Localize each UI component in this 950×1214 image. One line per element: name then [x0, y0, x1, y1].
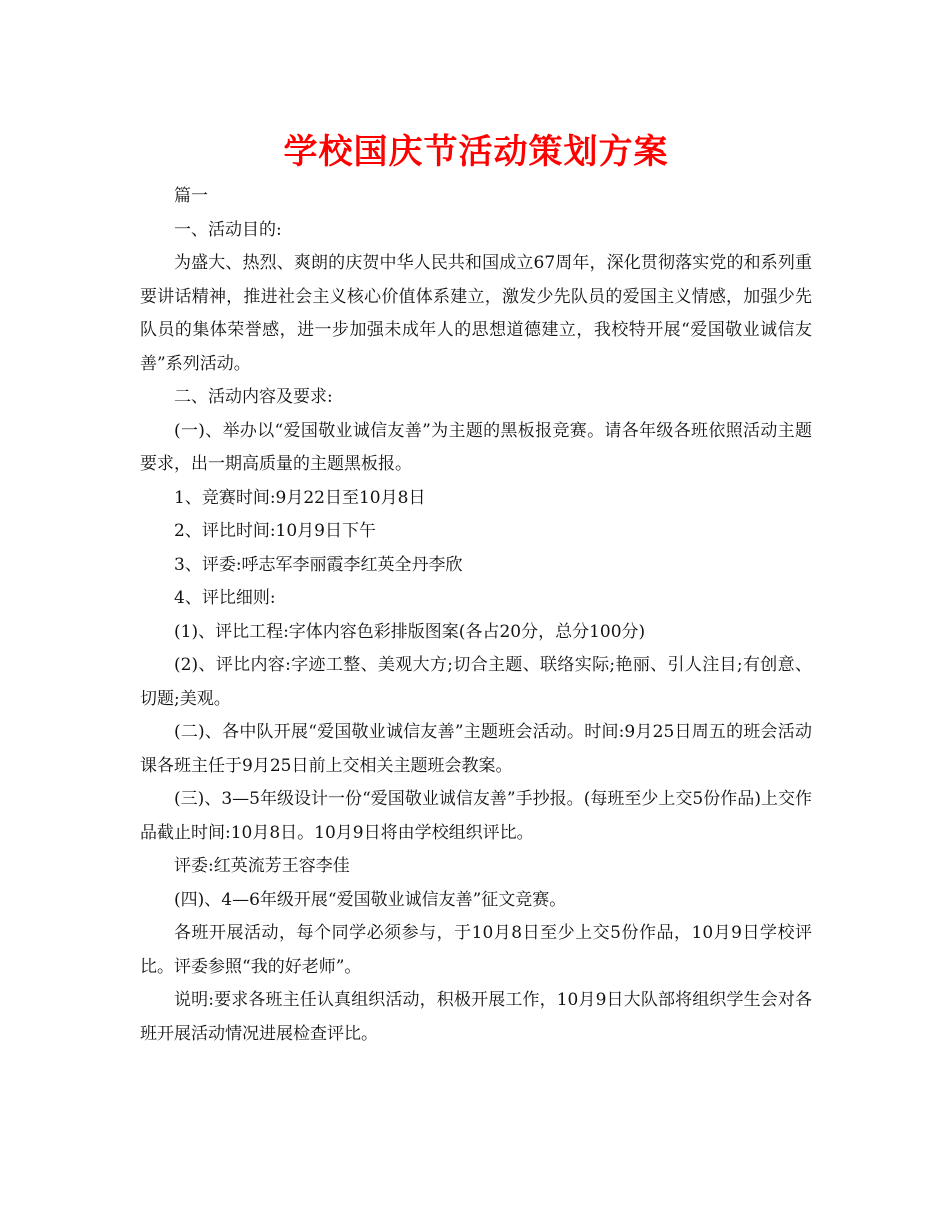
paragraph-item-essay: (四)、4—6年级开展“爱国敬业诚信友善”征文竞赛。	[174, 889, 567, 910]
paragraph-purpose-text: 为盛大、热烈、爽朗的庆贺中华人民共和国成立67周年，深化贯彻落实党的和系列重要讲话精神，推进社会主义核心价值体系建立，激发少先队员的爱国主义情感，加强少先队员的集体荣誉感，进一步加强未成年人的思想道德建立，我校特开展“爱国敬业诚信友善”系列活动。	[140, 253, 812, 374]
paragraph-judges: 3、评委:呼志军李丽霞李红英全丹李欣	[174, 554, 463, 575]
paragraph-rule-content: (2)、评比内容:字迹工整、美观大方;切合主题、联络实际;艳丽、引人注目;有创意、切题;美观。	[140, 655, 812, 709]
paragraph-item-class-meeting: (二)、各中队开展“爱国敬业诚信友善”主题班会活动。时间:9月25日周五的班会活动课各班主任于9月25日前上交相关主题班会教案。	[140, 722, 812, 776]
paragraph-rule-items: (1)、评比工程:字体内容色彩排版图案(各占20分，总分100分)	[174, 621, 646, 642]
paragraph-heading-purpose: 一、活动目的:	[174, 219, 282, 240]
paragraph-item-blackboard: (一)、举办以“爱国敬业诚信友善”为主题的黑板报竞赛。请各年级各班依照活动主题要求，出一期高质量的主题黑板报。	[140, 420, 812, 474]
paragraph-section-label: 篇一	[174, 186, 208, 206]
paragraph-judging-rules: 4、评比细则:	[174, 588, 276, 608]
paragraph-note: 说明:要求各班主任认真组织活动，积极开展工作，10月9日大队部将组织学生会对各班开展活动情况进展检查评比。	[140, 990, 812, 1044]
document-body	[140, 180, 812, 1051]
paragraph-competition-time: 1、竞赛时间:9月22日至10月8日	[174, 487, 426, 508]
paragraph-item-handwritten-paper: (三)、3—5年级设计一份“爱国敬业诚信友善”手抄报。(每班至少上交5份作品)上交作品截止时间:10月8日。10月9日将由学校组织评比。	[140, 789, 812, 843]
paragraph-heading-content: 二、活动内容及要求:	[174, 387, 333, 407]
paragraph-judges-2: 评委:红英流芳王容李佳	[174, 856, 350, 876]
paragraph-judging-time: 2、评比时间:10月9日下午	[174, 521, 376, 541]
document-title: 学校国庆节活动策划方案	[283, 132, 669, 172]
paragraph-essay-details: 各班开展活动，每个同学必须参与，于10月8日至少上交5份作品，10月9日学校评比。评委参照“我的好老师”。	[140, 923, 812, 977]
